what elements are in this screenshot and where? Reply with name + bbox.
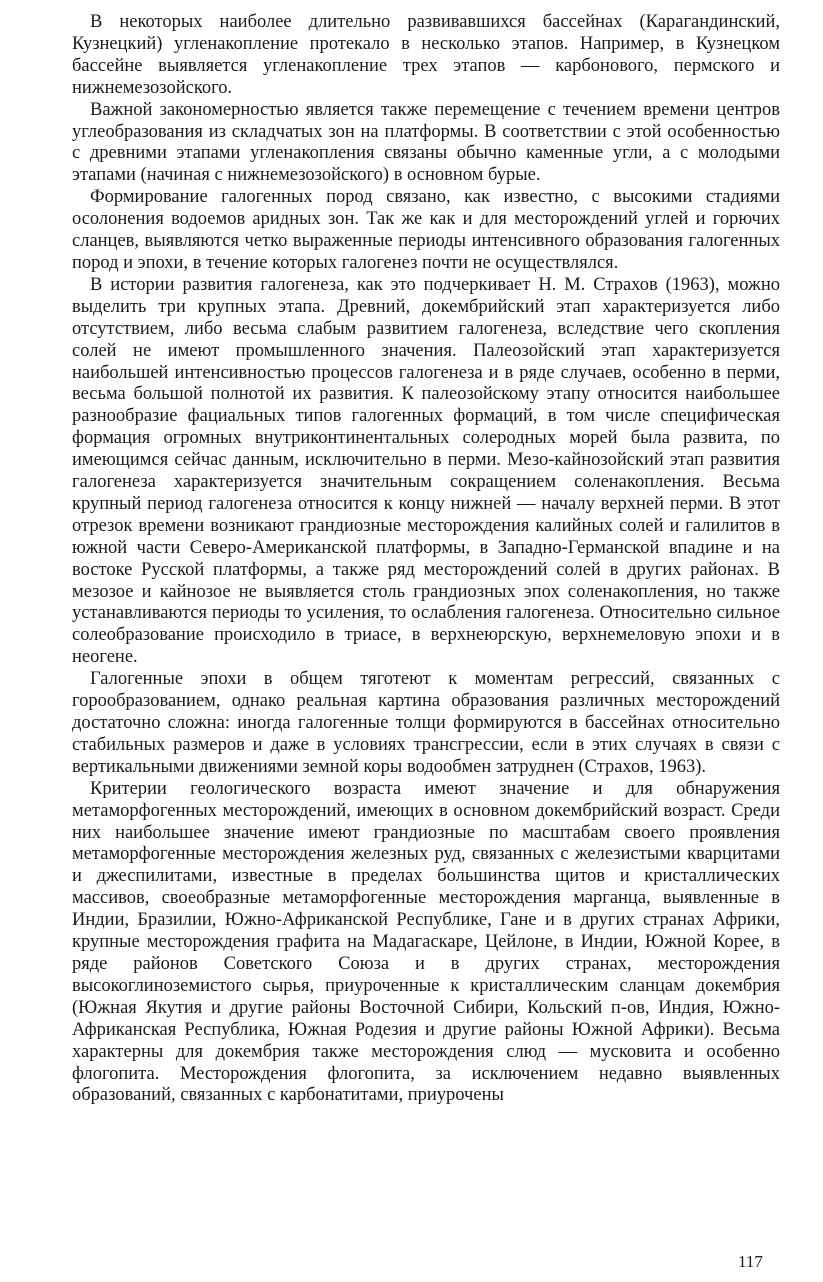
page-body	[72, 12, 780, 1107]
paragraph-1: В некоторых наиболее длительно развивавшихся бассейнах (Карагандинский, Кузнецкий) угленакопление протекало в несколько этапов. Например, в Кузнецком бассейне выявляется угленакопление трех этапов — карбонового, пермского и нижнемезозойского.	[72, 12, 780, 98]
paragraph-6: Критерии геологического возраста имеют значение и для обнаружения метаморфогенных месторождений, имеющих в основном докембрийский возраст. Среди них наибольшее значение имеют грандиозные по масштабам своего проявления метаморфогенные месторождения железных руд, связанных с железистыми кварцитами и джеспилитами, известные в пределах большинства щитов и кристаллических массивов, своеобразные метаморфогенные месторождения марганца, выявленные в Индии, Бразилии, Южно-Африканской Республике, Гане и в других странах Африки, крупные месторождения графита на Мадагаскаре, Цейлоне, в Индии, Южной Корее, в ряде районов Советского Союза и в других странах, месторождения высокоглиноземистого сырья, приуроченные к кристаллическим сланцам докембрия (Южная Якутия и другие районы Восточной Сибири, Кольский п-ов, Индия, Южно-Африканская Республика, Южная Родезия и другие районы Южной Африки). Весьма характерны для докембрия также месторождения слюд — мусковита и особенно флогопита. Месторождения флогопита, за исключением недавно выявленных образований, связанных с карбонатитами, приурочены	[72, 778, 780, 1106]
page-number: 117	[738, 1252, 763, 1271]
paragraph-5: Галогенные эпохи в общем тяготеют к моментам регрессий, связанных с горообразованием, однако реальная картина образования различных месторождений достаточно сложна: иногда галогенные толщи формируются в бассейнах относительно стабильных размеров и даже в условиях трансгрессии, если в этих случаях в связи с вертикальными движениями земной коры водообмен затруднен (Страхов, 1963).	[72, 669, 780, 777]
paragraph-2: Важной закономерностью является также перемещение с течением времени центров углеобразования из складчатых зон на платформы. В соответствии с этой особенностью с древними этапами угленакопления связаны обычно каменные угли, а с молодыми этапами (начиная с нижнемезозойского) в основном бурые.	[72, 99, 780, 186]
paragraph-3: Формирование галогенных пород связано, как известно, с высокими стадиями осолонения водоемов аридных зон. Так же как и для месторождений углей и горючих сланцев, выявляются четко выраженные периоды интенсивного образования галогенных пород и эпохи, в течение которых галогенез почти не осуществлялся.	[72, 187, 780, 273]
paragraph-4: В истории развития галогенеза, как это подчеркивает Н. М. Страхов (1963), можно выделить три крупных этапа. Древний, докембрийский этап характеризуется либо отсутствием, либо весьма слабым развитием галогенеза, вследствие чего скопления солей не имеют промышленного значения. Палеозойский этап характеризуется наибольшей интенсивностью процессов галогенеза и в ряде случаев, особенно в перми, весьма большой полнотой их развития. К палеозойскому этапу относится наибольшее разнообразие фациальных типов галогенных формаций, в том числе специфическая формация огромных внутриконтинентальных солеродных морей была развита, по имеющимся сейчас данным, исключительно в перми. Мезо-кайнозойский этап развития галогенеза характеризуется значительным сокращением соленакопления. Весьма крупный период галогенеза относится к концу нижней — началу верхней перми. В этот отрезок времени возникают грандиозные месторождения калийных солей и галилитов в южной части Северо-Американской платформы, в Западно-Германской впадине и на востоке Русской платформы, а также ряд месторождений солей в других районах. В мезозое и кайнозое не выявляется столь грандиозных эпох соленакопления, но также устанавливаются периоды то усиления, то ослабления галогенеза. Относительно сильное солеобразование происходило в триасе, в верхнеюрскую, верхнемеловую эпохи и в неогене.	[72, 274, 780, 668]
